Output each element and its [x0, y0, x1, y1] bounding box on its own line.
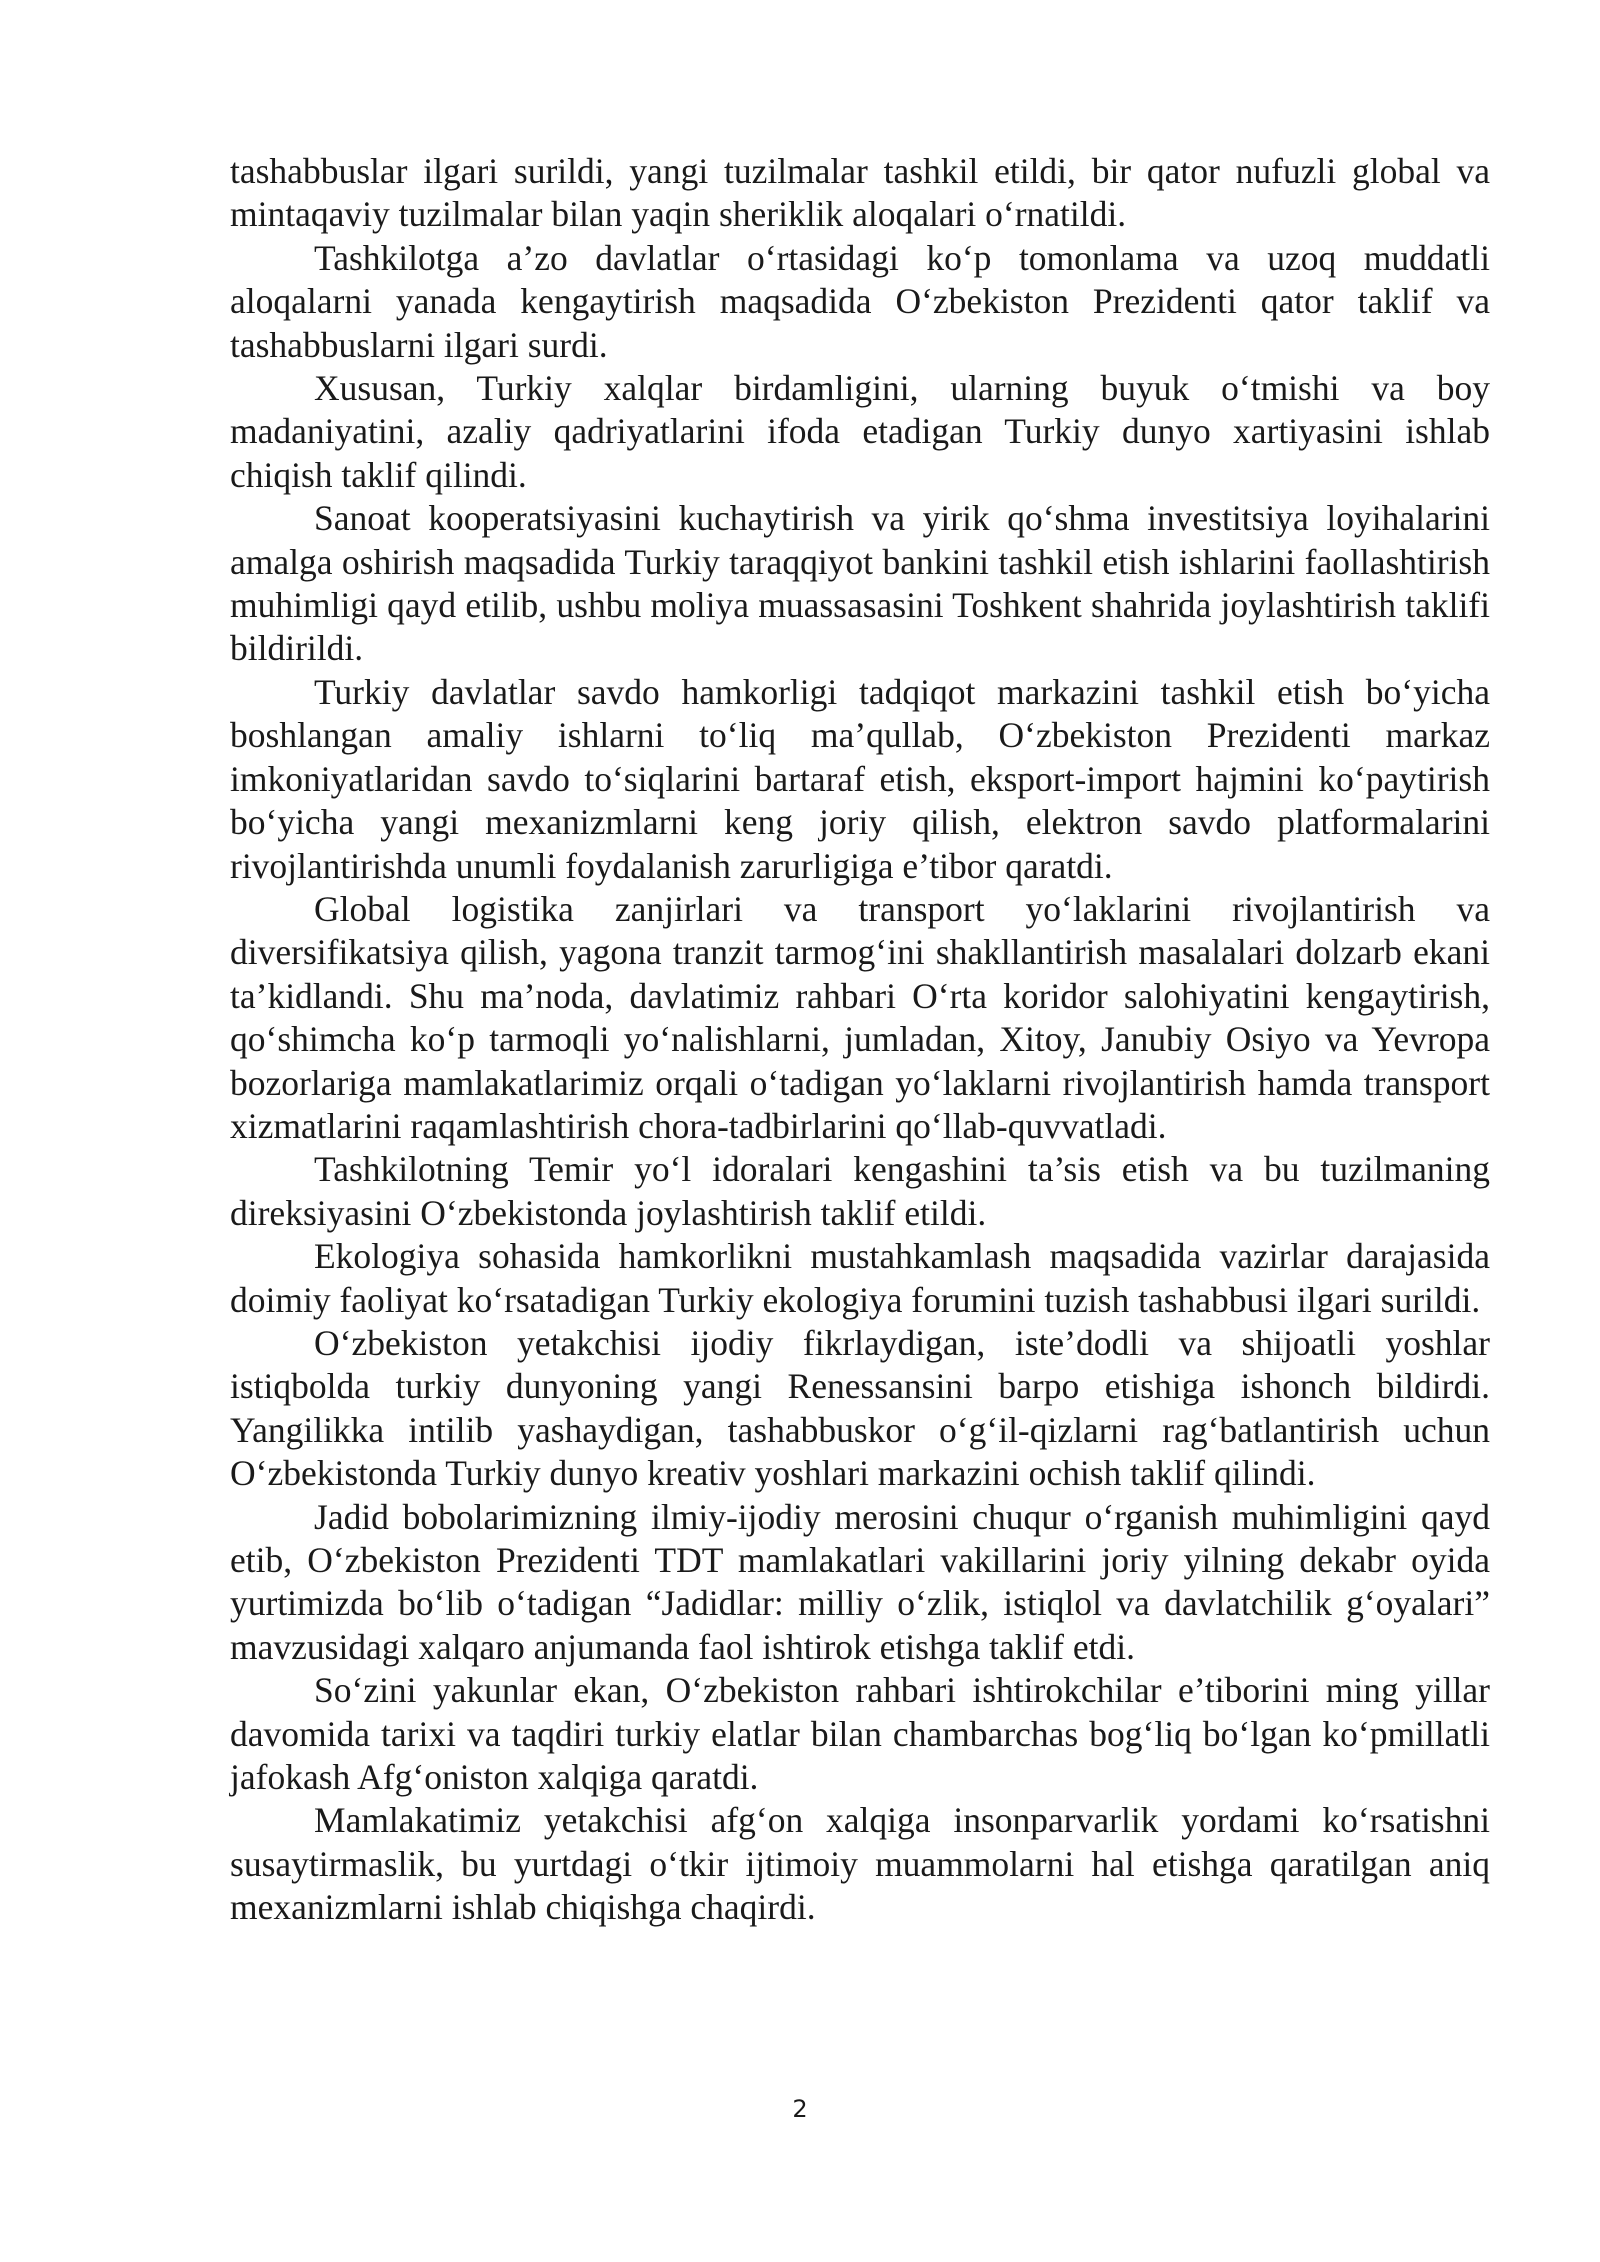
- paragraph: Mamlakatimiz yetakchisi afg‘on xalqiga insonparvarlik yordami ko‘rsatishni susaytirmaslik, bu yurtdagi o‘tkir ijtimoiy muammolarni hal etishga qaratilgan aniq mexanizmlarni ishlab chiqishga chaqirdi.: [230, 1800, 1490, 1928]
- paragraph: Ekologiya sohasida hamkorlikni mustahkamlash maqsadida vazirlar darajasida doimiy faoliyat ko‘rsatadigan Turkiy ekologiya forumini tuzish tashabbusi ilgari surildi.: [230, 1236, 1490, 1320]
- paragraph: Turkiy davlatlar savdo hamkorligi tadqiqot markazini tashkil etish bo‘yicha boshlangan amaliy ishlarni to‘liq ma’qullab, O‘zbekiston Prezidenti markaz imkoniyatlaridan savdo to‘siqlarini bartaraf etish, eksport-import hajmini ko‘paytirish bo‘yicha yangi mexanizmlarni keng joriy qilish, elektron savdo platformalarini rivojlantirishda unumli foydalanish zarurligiga e’tibor qaratdi.: [230, 671, 1490, 886]
- paragraph: Xususan, Turkiy xalqlar birdamligini, ularning buyuk o‘tmishi va boy madaniyatini, azaliy qadriyatlarini ifoda etadigan Turkiy dunyo xartiyasini ishlab chiqish taklif qilindi.: [230, 368, 1490, 495]
- paragraph: So‘zini yakunlar ekan, O‘zbekiston rahbari ishtirokchilar e’tiborini ming yillar davomida tarixi va taqdiri turkiy elatlar bilan chambarchas bog‘liq bo‘lgan ko‘pmillatli jafokash Afg‘oniston xalqiga qaratdi.: [230, 1670, 1490, 1798]
- paragraph: O‘zbekiston yetakchisi ijodiy fikrlaydigan, iste’dodli va shijoatli yoshlar istiqbolda turkiy dunyoning yangi Renessansini barpo etishiga ishonch bildirdi. Yangilikka intilib yashaydigan, tashabbuskor o‘g‘il-qizlarni rag‘batlantirish uchun O‘zbekistonda Turkiy dunyo kreativ yoshlari markazini ochish taklif qilindi.: [230, 1322, 1490, 1494]
- paragraph: Tashkilotning Temir yo‘l idoralari kengashini ta’sis etish va bu tuzilmaning direksiyasini O‘zbekistonda joylashtirish taklif etildi.: [230, 1149, 1490, 1233]
- paragraph: Sanoat kooperatsiyasini kuchaytirish va yirik qo‘shma investitsiya loyihalarini amalga oshirish maqsadida Turkiy taraqqiyot bankini tashkil etish ishlarini faollashtirish muhimligi qayd etilib, ushbu moliya muassasasini Toshkent shahrida joylashtirish taklifi bildirildi.: [230, 498, 1490, 669]
- paragraph: Global logistika zanjirlari va transport yo‘laklarini rivojlantirish va diversifikatsiya qilish, yagona tranzit tarmog‘ini shakllantirish masalalari dolzarb ekani ta’kidlandi. Shu ma’noda, davlatimiz rahbari O‘rta koridor salohiyatini kengaytirish, qo‘shimcha ko‘p tarmoqli yo‘nalishlarni, jumladan, Xitoy, Janubiy Osiyo va Yevropa bozorlariga mamlakatlarimiz orqali o‘tadigan yo‘laklarni rivojlantirish hamda transport xizmatlarini raqamlashtirish chora-tadbirlarini qo‘llab-quvvatladi.: [230, 888, 1490, 1146]
- paragraph: Tashkilotga a’zo davlatlar o‘rtasidagi ko‘p tomonlama va uzoq muddatli aloqalarni yanada kengaytirish maqsadida O‘zbekiston Prezidenti qator taklif va tashabbuslarni ilgari surdi.: [230, 237, 1490, 365]
- page-number: 2: [792, 2095, 808, 2123]
- document-body: [230, 150, 1490, 1930]
- paragraph: Jadid bobolarimizning ilmiy-ijodiy merosini chuqur o‘rganish muhimligini qayd etib, O‘zbekiston Prezidenti TDT mamlakatlari vakillarini joriy yilning dekabr oyida yurtimizda bo‘lib o‘tadigan “Jadidlar: milliy o‘zlik, istiqlol va davlatchilik g‘oyalari” mavzusidagi xalqaro anjumanda faol ishtirok etishga taklif etdi.: [230, 1496, 1490, 1667]
- paragraph-continuation: tashabbuslar ilgari surildi, yangi tuzilmalar tashkil etildi, bir qator nufuzli global va mintaqaviy tuzilmalar bilan yaqin sheriklik aloqalari o‘rnatildi.: [230, 151, 1490, 235]
